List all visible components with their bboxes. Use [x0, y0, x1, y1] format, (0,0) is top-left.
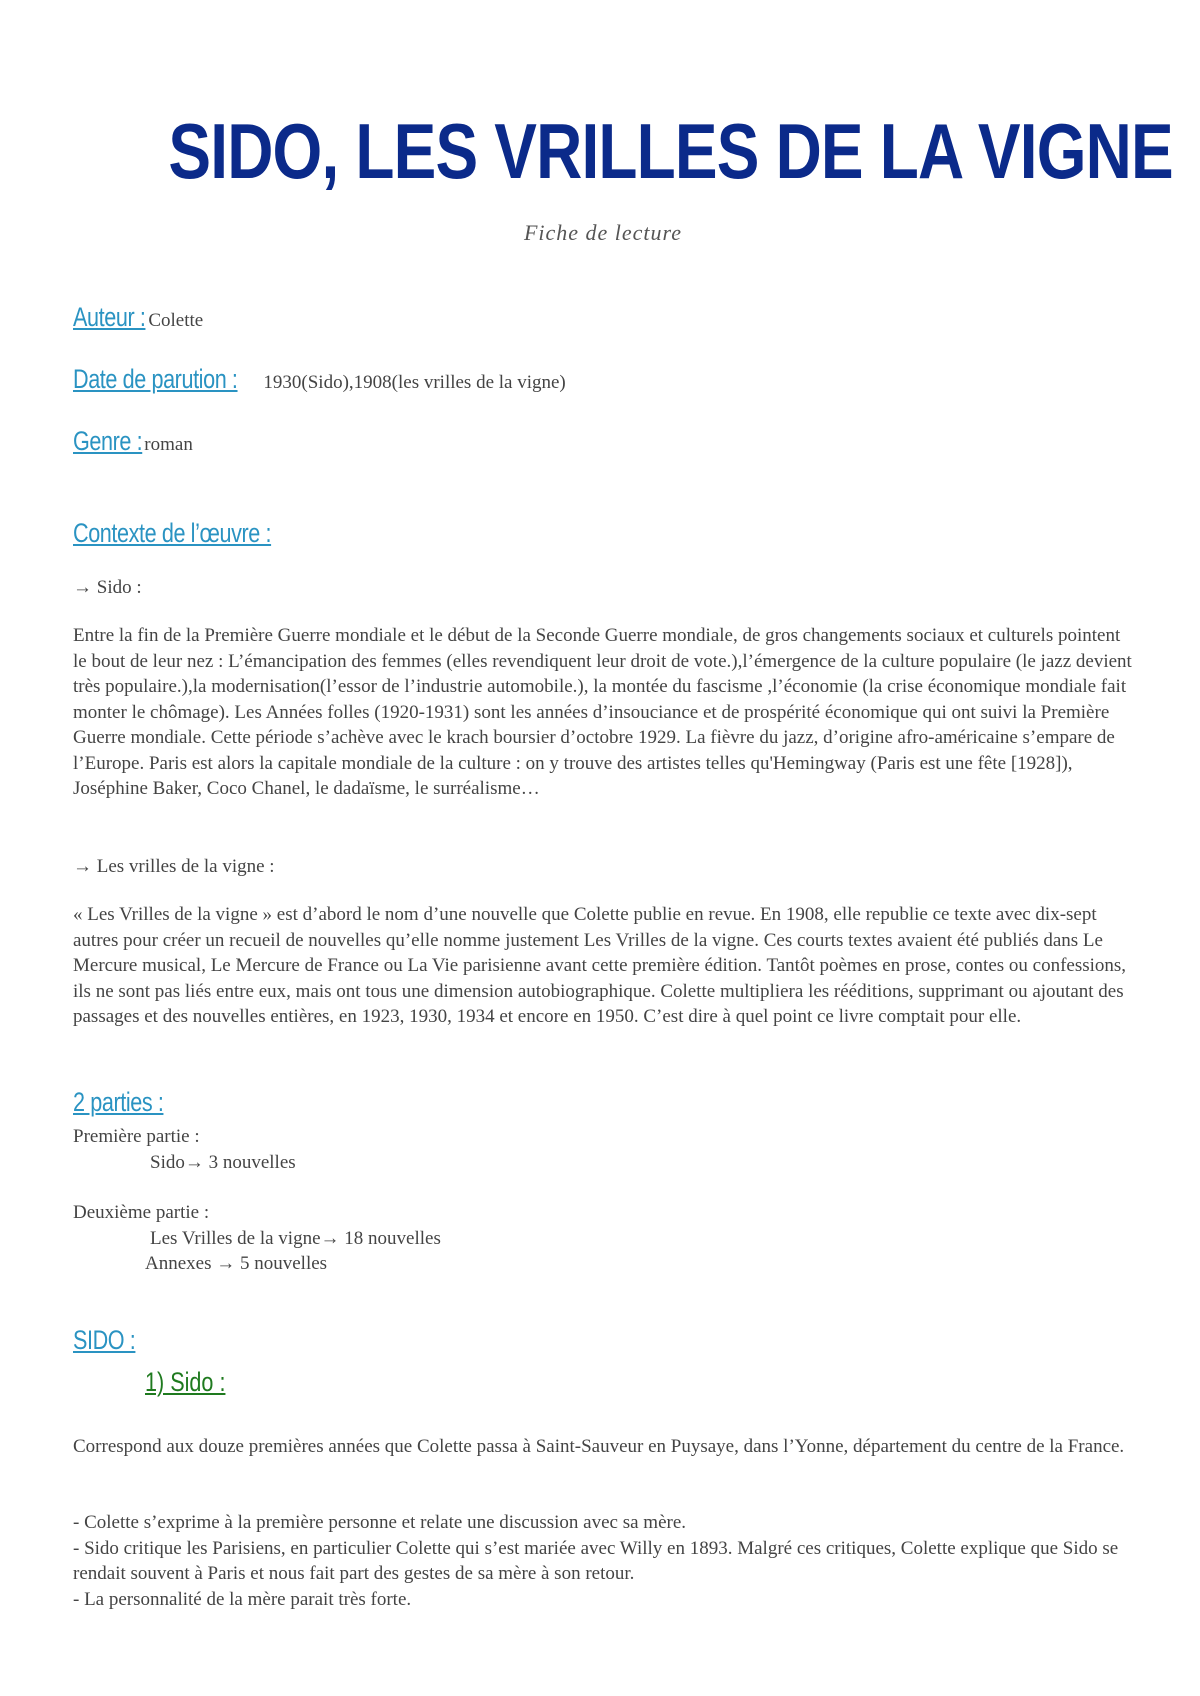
sido-intro-paragraph — [73, 1434, 1133, 1460]
partie-1-item: Sido→ 3 nouvelles — [150, 1151, 296, 1173]
partie-2-item-1: Les Vrilles de la vigne→ 18 nouvelles — [150, 1227, 441, 1249]
sido-heading: SIDO : — [73, 1325, 136, 1355]
sido-heading-row — [73, 1325, 1133, 1356]
meta-date-value: 1930(Sido),1908(les vrilles de la vigne) — [263, 372, 566, 393]
contexte-vrilles-label: → Les vrilles de la vigne : — [73, 856, 275, 877]
meta-author — [73, 302, 203, 333]
sido-bullet-2: - Sido critique les Parisiens, en particulier Colette qui s’est mariée avec Willy en 1893. Malgré ces critiques, Colette explique que Sido se rendait souvent à Paris et nous fait part des gestes de sa mère à son retour. — [73, 1537, 1119, 1584]
parties-heading: 2 parties : — [73, 1087, 164, 1117]
contexte-sido-text: Entre la fin de la Première Guerre mondiale et le début de la Seconde Guerre mondiale, de gros changements sociaux et culturels pointent le bout de leur nez : L’émancipation des femmes (elles revendiquent leur droit de vote.),l’émergence de la culture populaire (le jazz devient très populaire.),la modernisation(l’essor de l’industrie automobile.), la montée du fascisme ,l’économie (la crise économique mondiale fait monter le chômage). Les Années folles (1920-1931) sont les années d’insouciance et de prospérité économique qui ont suivi la Première Guerre mondiale. Cette période s’achève avec le krach boursier d’octobre 1929. La fièvre du jazz, d’origine afro-américaine s’empare de l’Europe. Paris est alors la capitale mondiale de la culture : on y trouve des artistes telles qu'Hemingway (Paris est une fête [1928]), Joséphine Baker, Coco Chanel, le dadaïsme, le surréalisme… — [73, 625, 1132, 799]
sido-bullet-1: - Colette s’exprime à la première personne et relate une discussion avec sa mère. — [73, 1512, 687, 1533]
document-title: SIDO, LES VRILLES DE LA VIGNE — [168, 107, 1173, 195]
sido-subheading-row — [73, 1367, 1200, 1398]
meta-genre-label: Genre : — [73, 426, 143, 456]
parties-heading-row — [73, 1087, 1133, 1118]
sido-bullets — [73, 1510, 1133, 1612]
contexte-sido-paragraph — [73, 623, 1133, 802]
meta-date-label: Date de parution : — [73, 364, 238, 394]
sido-bullet-3: - La personnalité de la mère parait très forte. — [73, 1588, 412, 1610]
contexte-heading: Contexte de l’œuvre : — [73, 518, 272, 548]
meta-genre — [73, 426, 193, 457]
document-subtitle: Fiche de lecture — [523, 220, 683, 245]
contexte-sido-label: → Sido : — [73, 577, 142, 598]
meta-author-value: Colette — [148, 310, 204, 331]
contexte-vrilles-text: « Les Vrilles de la vigne » est d’abord le nom d’une nouvelle que Colette publie en revue. En 1908, elle republie ce texte avec dix-sept autres pour créer un recueil de nouvelles qu’elle nomme justement Les Vrilles de la vigne. Ces courts textes avaient été publiés dans Le Mercure musical, Le Mercure de France ou La Vie parisienne avant cette première édition. Tantôt poèmes en prose, contes ou confessions, ils ne sont pas liés entre eux, mais ont tous une dimension autobiographique. Colette multipliera les rééditions, supprimant ou ajoutant des passages et des nouvelles entières, en 1923, 1930, 1934 et encore en 1950. C’est dire à quel point ce livre comptait pour elle. — [73, 904, 1127, 1027]
meta-author-label: Auteur : — [73, 302, 146, 332]
partie-2-item-2: Annexes → 5 nouvelles — [145, 1253, 328, 1274]
partie-2-label: Deuxième partie : — [73, 1202, 210, 1223]
meta-date — [73, 364, 566, 395]
contexte-heading-row — [73, 518, 1133, 549]
parties-list — [73, 1124, 1133, 1277]
sido-intro-text: Correspond aux douze premières années que Colette passa à Saint-Sauveur en Puysaye, dans l’Yonne, département du centre de la France. — [73, 1436, 1125, 1457]
partie-1-label: Première partie : — [73, 1126, 200, 1147]
contexte-vrilles-paragraph — [73, 902, 1133, 1030]
meta-genre-value: roman — [144, 434, 193, 455]
sido-subheading: 1) Sido : — [145, 1367, 226, 1397]
